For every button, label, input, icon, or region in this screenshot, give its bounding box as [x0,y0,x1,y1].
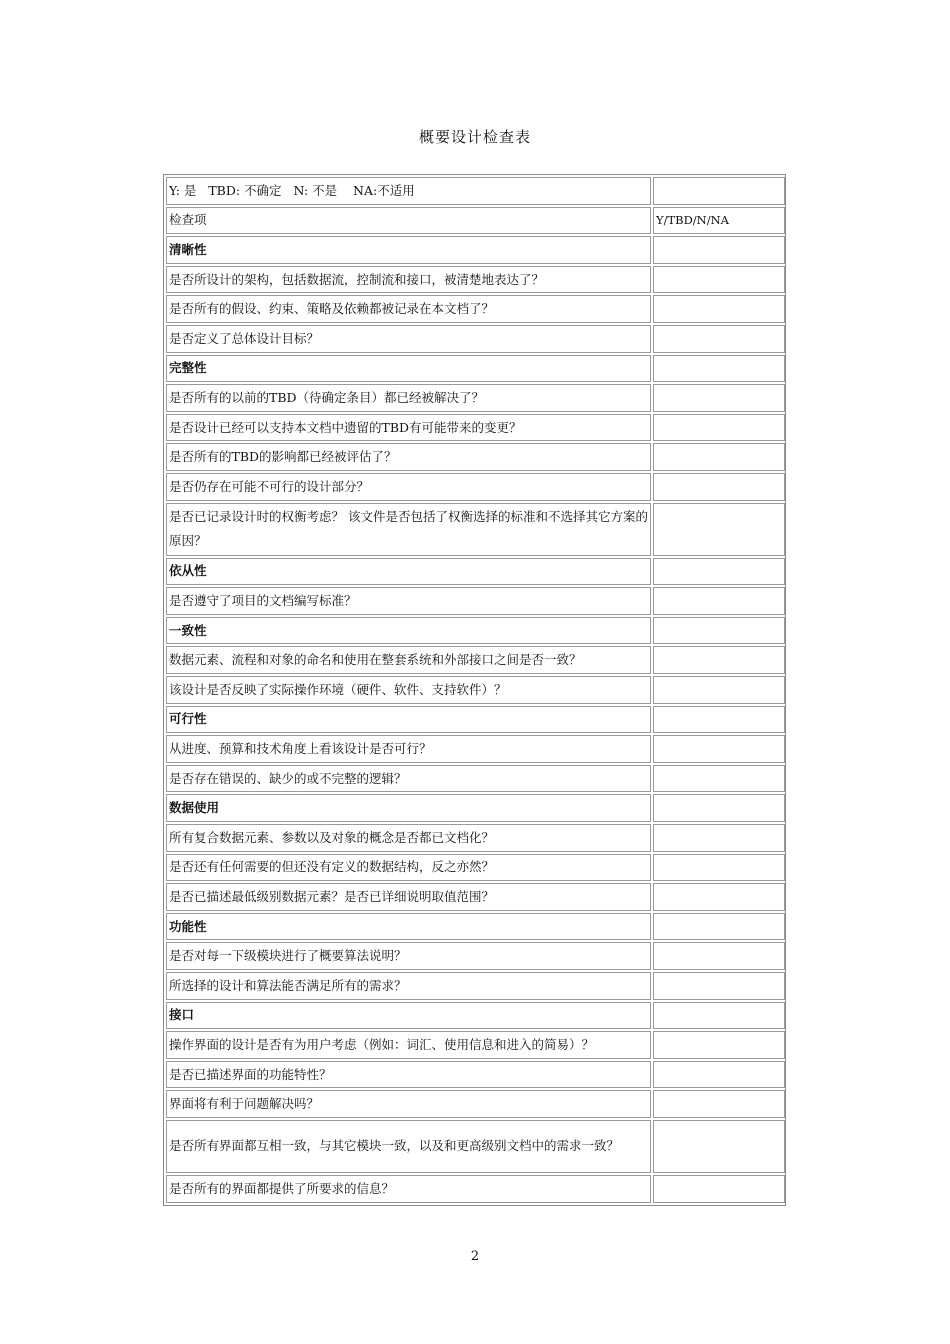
section-row [166,1002,785,1030]
answer-cell[interactable] [653,1120,785,1173]
section-answer-cell [653,794,785,822]
answer-cell[interactable] [653,735,785,763]
check-item-text: 是否定义了总体设计目标？ [166,325,651,353]
section-answer-cell [653,236,785,264]
check-item-text: 所选择的设计和算法能否满足所有的需求？ [166,972,651,1000]
section-answer-cell [653,706,785,734]
page-number: 2 [470,1249,480,1264]
check-item-text: 是否所设计的架构，包括数据流，控制流和接口，被清楚地表达了？ [166,266,651,294]
answer-cell[interactable] [653,676,785,704]
section-heading: 一致性 [166,617,651,645]
checklist-row [166,587,785,615]
checklist-row [166,384,785,412]
section-heading: 数据使用 [166,794,651,822]
answer-cell[interactable] [653,854,785,882]
section-heading: 清晰性 [166,236,651,264]
section-heading: 依从性 [166,558,651,586]
answer-cell[interactable] [653,384,785,412]
section-row [166,236,785,264]
checklist-row [166,646,785,674]
checklist-row [166,443,785,471]
answer-cell[interactable] [653,1061,785,1089]
check-item-text: 界面将有利于问题解决吗？ [166,1090,651,1118]
answer-cell[interactable] [653,942,785,970]
answer-cell[interactable] [653,443,785,471]
check-item-text: 是否仍存在可能不可行的设计部分？ [166,473,651,501]
answer-cell[interactable] [653,1090,785,1118]
answer-cell[interactable] [653,266,785,294]
checklist-row [166,414,785,442]
checklist-row [166,325,785,353]
answer-cell[interactable] [653,646,785,674]
legend-text: Y: 是 TBD: 不确定 N: 不是 NA:不适用 [166,177,651,205]
header-item: 检查项 [166,207,651,235]
check-item-text: 是否存在错误的、缺少的或不完整的逻辑？ [166,765,651,793]
answer-cell[interactable] [653,1031,785,1059]
check-item-text: 是否所有的以前的TBD（待确定条目）都已经被解决了？ [166,384,651,412]
legend-answer-cell[interactable] [653,177,785,205]
answer-cell[interactable] [653,972,785,1000]
answer-cell[interactable] [653,824,785,852]
checklist-row [166,1120,785,1173]
check-item-text: 是否对每一下级模块进行了概要算法说明？ [166,942,651,970]
check-item-text: 是否所有的界面都提供了所要求的信息？ [166,1175,651,1203]
checklist-table-frame [163,174,786,1206]
checklist-row [166,942,785,970]
checklist-row [166,1175,785,1203]
section-answer-cell [653,1002,785,1030]
check-item-text: 该设计是否反映了实际操作环境（硬件、软件、支持软件）？ [166,676,651,704]
section-row [166,617,785,645]
legend-row [166,177,785,205]
answer-cell[interactable] [653,503,785,556]
section-row [166,706,785,734]
answer-cell[interactable] [653,325,785,353]
checklist-row [166,473,785,501]
check-item-text: 数据元素、流程和对象的命名和使用在整套系统和外部接口之间是否一致？ [166,646,651,674]
check-item-text: 是否所有的假设、约束、策略及依赖都被记录在本文档了？ [166,295,651,323]
checklist-row [166,854,785,882]
check-item-text: 是否已描述界面的功能特性？ [166,1061,651,1089]
section-answer-cell [653,913,785,941]
section-row [166,558,785,586]
checklist-row [166,295,785,323]
section-row [166,794,785,822]
answer-cell[interactable] [653,883,785,911]
checklist-row [166,824,785,852]
checklist-row [166,1061,785,1089]
check-item-text: 是否设计已经可以支持本文档中遗留的TBD有可能带来的变更？ [166,414,651,442]
answer-cell[interactable] [653,765,785,793]
section-row [166,913,785,941]
header-row [166,207,785,235]
section-answer-cell [653,355,785,383]
checklist-row [166,765,785,793]
check-item-text: 是否还有任何需要的但还没有定义的数据结构，反之亦然？ [166,854,651,882]
section-heading: 完整性 [166,355,651,383]
answer-cell[interactable] [653,414,785,442]
section-heading: 功能性 [166,913,651,941]
checklist-body [166,177,785,1203]
checklist-row [166,266,785,294]
check-item-text: 是否遵守了项目的文档编写标准？ [166,587,651,615]
check-item-text: 所有复合数据元素、参数以及对象的概念是否都已文档化？ [166,824,651,852]
answer-cell[interactable] [653,587,785,615]
check-item-text: 是否已记录设计时的权衡考虑？ 该文件是否包括了权衡选择的标准和不选择其它方案的原因？ [166,503,651,556]
answer-cell[interactable] [653,473,785,501]
check-item-text: 是否已描述最低级别数据元素？是否已详细说明取值范围？ [166,883,651,911]
checklist-row [166,1090,785,1118]
check-item-text: 是否所有的TBD的影响都已经被评估了？ [166,443,651,471]
checklist-row [166,1031,785,1059]
answer-cell[interactable] [653,295,785,323]
check-item-text: 是否所有界面都互相一致，与其它模块一致，以及和更高级别文档中的需求一致？ [166,1120,651,1173]
document-title: 概要设计检查表 [418,128,531,146]
header-answer: Y/TBD/N/NA [653,207,785,235]
section-answer-cell [653,617,785,645]
checklist-row [166,972,785,1000]
checklist-row [166,676,785,704]
section-answer-cell [653,558,785,586]
section-heading: 接口 [166,1002,651,1030]
section-row [166,355,785,383]
checklist-row [166,883,785,911]
answer-cell[interactable] [653,1175,785,1203]
checklist-row [166,503,785,556]
check-item-text: 从进度、预算和技术角度上看该设计是否可行？ [166,735,651,763]
check-item-text: 操作界面的设计是否有为用户考虑（例如：词汇、使用信息和进入的简易）？ [166,1031,651,1059]
checklist-table [164,175,787,1205]
checklist-row [166,735,785,763]
section-heading: 可行性 [166,706,651,734]
